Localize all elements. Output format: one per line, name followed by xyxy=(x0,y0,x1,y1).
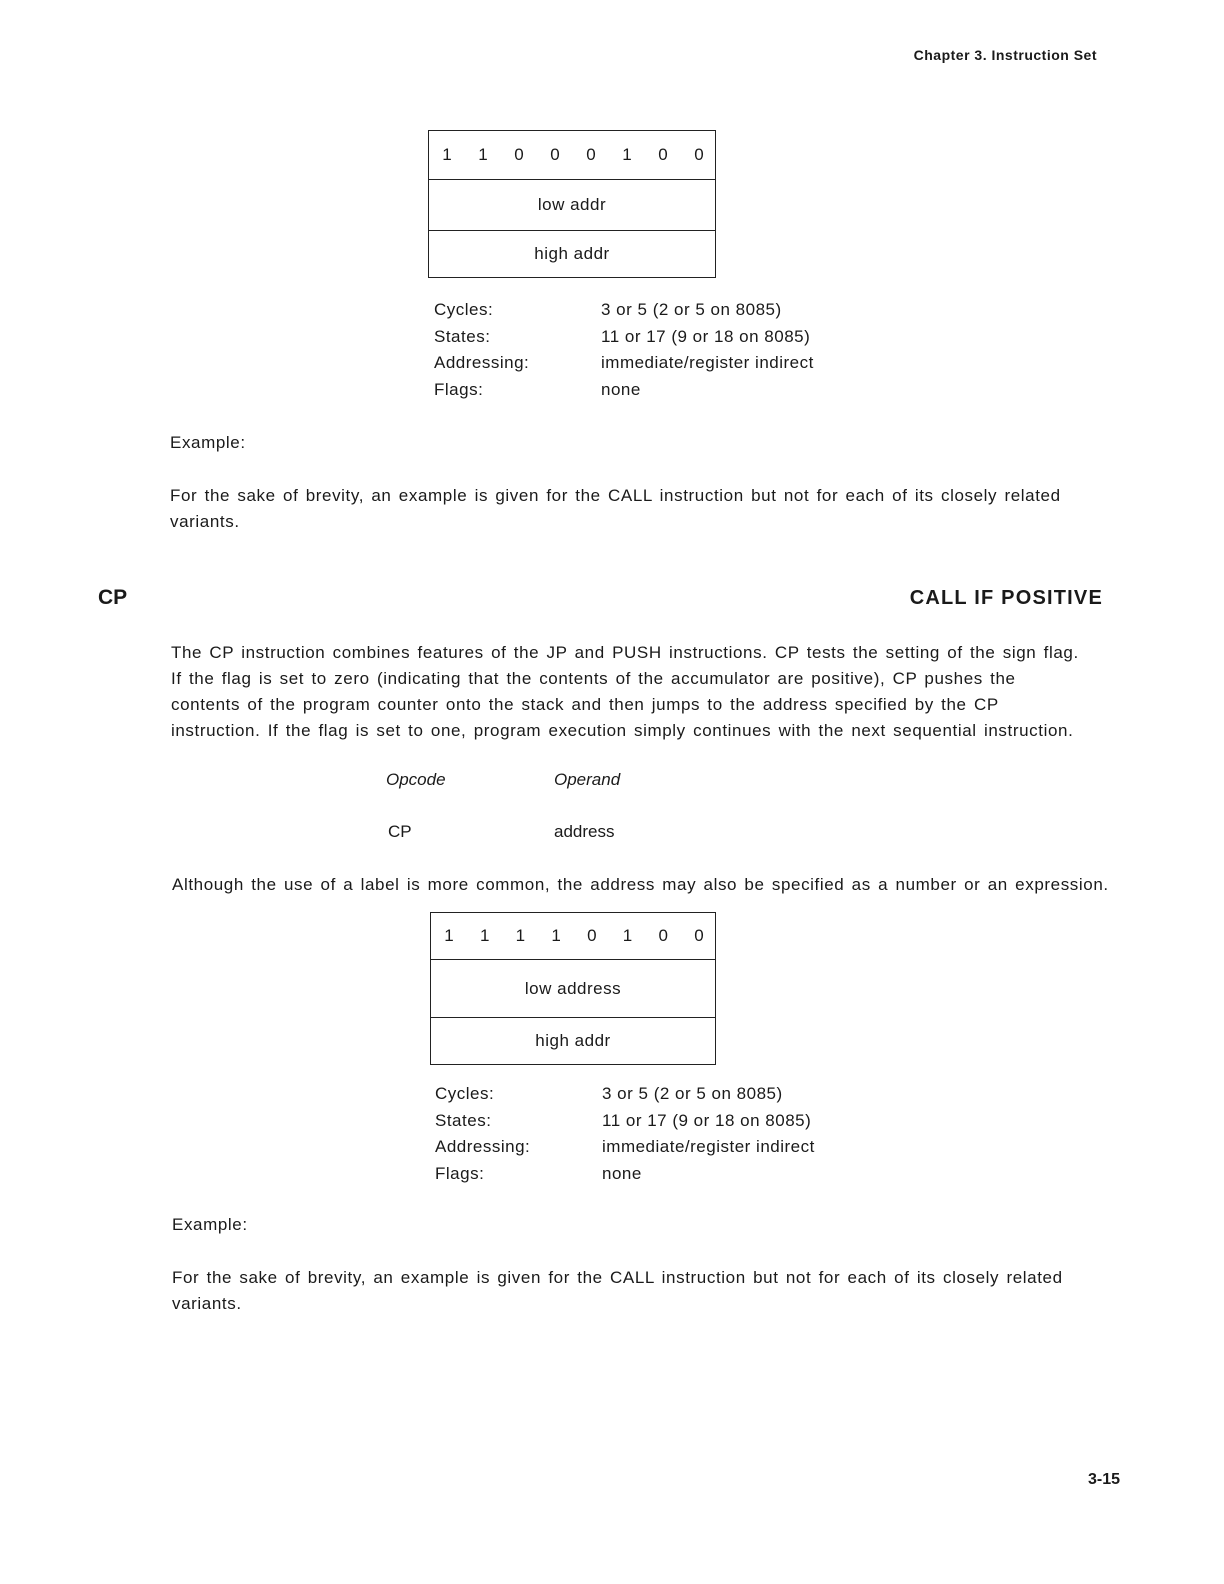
states-value: 11 or 17 (9 or 18 on 8085) xyxy=(601,326,811,346)
low-address-byte: low addr xyxy=(429,180,715,231)
flags-value: none xyxy=(601,379,641,399)
operand-value: address xyxy=(554,822,615,841)
bit: 1 xyxy=(479,926,490,945)
low-address-byte: low address xyxy=(431,960,715,1018)
flags-value: none xyxy=(602,1163,642,1183)
instruction-properties xyxy=(435,1081,855,1191)
instruction-description: The CP instruction combines features of the JP and PUSH instructions. CP tests the setting of the sign flag. If the flag is set to zero (indicating that the contents of the accumulator are positive), CP pushes the contents of the program counter onto the stack and then jumps to the address specified by the CP instruction. If the flag is set to one, program execution simply continues with the next sequential instruction. xyxy=(171,643,1079,740)
cycles-value: 3 or 5 (2 or 5 on 8085) xyxy=(602,1084,783,1103)
bit: 0 xyxy=(587,926,597,945)
bit: 1 xyxy=(622,145,632,164)
addressing-value: immediate/register indirect xyxy=(601,353,814,372)
high-address-byte: high addr xyxy=(534,244,610,263)
states-label: States: xyxy=(434,326,491,346)
bit: 0 xyxy=(658,926,668,945)
bit: 1 xyxy=(442,145,452,164)
address-note: Although the use of a label is more common, the address may also be specified as a number or an expression. xyxy=(172,875,1109,894)
bit: 1 xyxy=(515,926,526,945)
example-text: For the sake of brevity, an example is given for the CALL instruction but not for each of its closely related variants. xyxy=(170,486,1061,531)
instruction-properties xyxy=(434,297,854,407)
addressing-label: Addressing: xyxy=(435,1137,531,1156)
opcode-bits xyxy=(429,131,715,180)
bit: 0 xyxy=(694,926,704,945)
high-address-byte: high addr xyxy=(535,1031,611,1050)
bit: 1 xyxy=(622,926,633,945)
operand-header: Operand xyxy=(554,770,621,789)
states-label: States: xyxy=(435,1110,492,1130)
bit: 1 xyxy=(551,926,561,945)
bit: 1 xyxy=(478,145,488,164)
instruction-encoding-box xyxy=(430,912,716,1065)
cycles-label: Cycles: xyxy=(435,1084,495,1103)
page-number: 3-15 xyxy=(1087,1471,1120,1488)
instruction-title: CALL IF POSITIVE xyxy=(909,587,1103,609)
flags-label: Flags: xyxy=(435,1163,485,1183)
bit: 0 xyxy=(694,145,704,164)
flags-label: Flags: xyxy=(434,379,484,399)
cycles-label: Cycles: xyxy=(434,300,494,319)
instruction-mnemonic: CP xyxy=(98,586,128,609)
addressing-value: immediate/register indirect xyxy=(602,1137,815,1156)
opcode-value: CP xyxy=(388,822,412,841)
bit: 1 xyxy=(444,926,454,945)
chapter-header: Chapter 3. Instruction Set xyxy=(913,47,1097,63)
opcode-bits xyxy=(431,913,715,960)
addressing-label: Addressing: xyxy=(434,353,530,372)
bit: 0 xyxy=(658,145,668,164)
cycles-value: 3 or 5 (2 or 5 on 8085) xyxy=(601,300,782,319)
example-text: For the sake of brevity, an example is given for the CALL instruction but not for each of its closely related variants. xyxy=(172,1268,1063,1313)
bit: 0 xyxy=(586,145,596,164)
bit: 0 xyxy=(514,145,524,164)
states-value: 11 or 17 (9 or 18 on 8085) xyxy=(602,1110,812,1130)
example-label: Example: xyxy=(170,433,246,452)
instruction-encoding-box xyxy=(428,130,716,278)
bit: 0 xyxy=(550,145,560,164)
example-label: Example: xyxy=(172,1215,248,1234)
opcode-header: Opcode xyxy=(386,770,446,789)
